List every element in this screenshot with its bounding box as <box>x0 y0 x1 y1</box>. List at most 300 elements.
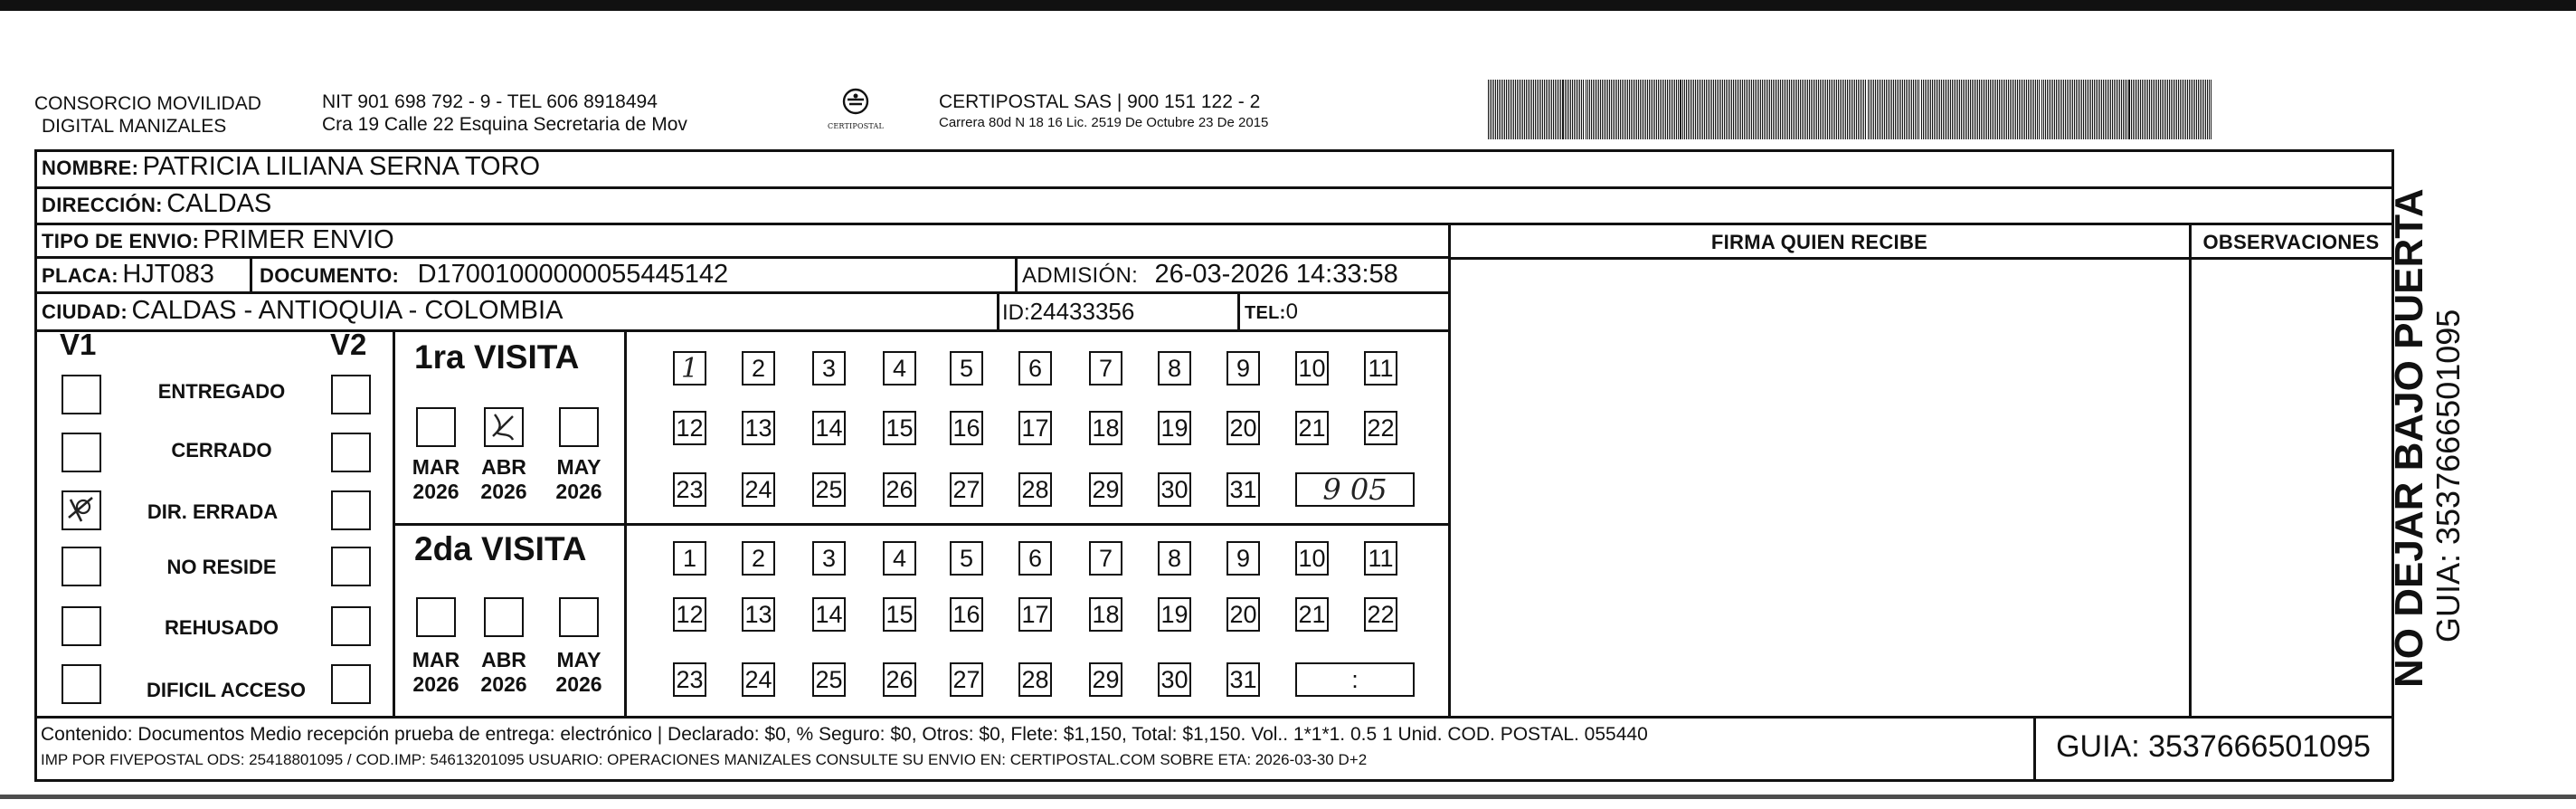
first-visit-day-box[interactable]: 27 <box>950 472 983 507</box>
barcode-bar <box>1542 80 1543 139</box>
carrier-info <box>939 90 1268 133</box>
second-visit-day-box[interactable]: 4 <box>883 541 916 576</box>
barcode-bar <box>1939 80 1940 139</box>
first-visit-day-box[interactable]: 17 <box>1018 411 1052 445</box>
sep-observaciones <box>2189 224 2192 717</box>
barcode-bar <box>1854 80 1855 139</box>
first-visit-day-box[interactable]: 28 <box>1018 472 1052 507</box>
barcode-bar <box>1591 80 1592 139</box>
barcode-bar <box>1811 80 1812 139</box>
barcode-bar <box>2094 80 2095 139</box>
barcode-bar <box>1676 80 1677 139</box>
barcode-bar <box>1771 80 1772 139</box>
barcode-bar <box>2185 80 2186 139</box>
first-visit-day-box[interactable]: 3 <box>812 351 846 385</box>
barcode-bar <box>1607 80 1608 139</box>
barcode-bar <box>1753 80 1754 139</box>
first-visit-day-box[interactable]: 29 <box>1089 472 1122 507</box>
second-visit-day-box[interactable]: 27 <box>950 662 983 697</box>
barcode-bar <box>1596 80 1597 139</box>
company-contact <box>322 90 687 136</box>
first-visit-day-box[interactable]: 21 <box>1295 411 1329 445</box>
barcode-bar <box>1595 80 1596 139</box>
barcode-bar <box>1502 80 1503 139</box>
barcode-bar <box>1524 80 1525 139</box>
barcode-bar <box>1593 80 1594 139</box>
barcode-bar <box>1651 80 1652 139</box>
barcode-bar <box>2207 80 2208 139</box>
barcode-bar <box>2176 80 2177 139</box>
v2-month-may-checkbox[interactable] <box>559 597 599 637</box>
second-visit-day-box[interactable]: 2 <box>742 541 775 576</box>
barcode-bar <box>2180 80 2181 139</box>
nombre-label: NOMBRE: <box>42 157 139 179</box>
v1-month-abr-checkbox[interactable] <box>484 407 524 447</box>
barcode-bar <box>1975 80 1976 139</box>
barcode-bar <box>1780 80 1781 139</box>
barcode-bar <box>1798 80 1799 139</box>
barcode-bar <box>1911 80 1912 139</box>
barcode-bar <box>1747 80 1748 139</box>
first-visit-day-box[interactable]: 30 <box>1158 472 1191 507</box>
v1-header: V1 <box>60 328 97 361</box>
barcode-bar <box>2121 80 2122 139</box>
barcode-bar <box>2174 80 2175 139</box>
second-visit-day-box[interactable]: 13 <box>742 597 775 632</box>
first-visit-day-box[interactable]: 4 <box>883 351 916 385</box>
v2-month-mar-checkbox[interactable] <box>416 597 456 637</box>
barcode-bar <box>2149 80 2150 139</box>
second-visit-day-box[interactable]: 28 <box>1018 662 1052 697</box>
barcode-bar <box>2090 80 2091 139</box>
first-visit-day-box[interactable]: 15 <box>883 411 916 445</box>
barcode-bar <box>1535 80 1536 139</box>
second-visit-day-box[interactable]: 11 <box>1364 541 1397 576</box>
barcode-bar <box>1966 80 1967 139</box>
second-visit-day-box[interactable]: 17 <box>1018 597 1052 632</box>
first-visit-day-box[interactable]: 2 <box>742 351 775 385</box>
barcode-bar <box>1684 80 1685 139</box>
tipo-value: PRIMER ENVIO <box>203 225 394 254</box>
second-visit-day-box[interactable]: 19 <box>1158 597 1191 632</box>
handwritten-day: 1 <box>680 352 699 385</box>
barcode-bar <box>2026 80 2027 139</box>
barcode-bar <box>1674 80 1675 139</box>
barcode-bar <box>1879 80 1880 139</box>
barcode-bar <box>1520 80 1521 139</box>
barcode-bar <box>1829 80 1830 139</box>
barcode-bar <box>1526 80 1527 139</box>
barcode-bar <box>1918 80 1919 139</box>
barcode-bar <box>1895 80 1896 139</box>
barcode-bar <box>1528 80 1529 139</box>
barcode-bar <box>2160 80 2161 139</box>
second-visit-day-box[interactable]: 26 <box>883 662 916 697</box>
barcode-bar <box>2085 80 2086 139</box>
barcode-bar <box>2056 80 2057 139</box>
second-visit-day-box[interactable]: 29 <box>1089 662 1122 697</box>
barcode-bar <box>1767 80 1768 139</box>
barcode-bar <box>2200 80 2201 139</box>
barcode-bar <box>1737 80 1738 139</box>
second-visit-day-box[interactable]: 14 <box>812 597 846 632</box>
barcode-bar <box>1995 80 1996 139</box>
v1-cerrado-checkbox[interactable] <box>62 433 101 472</box>
v1-entregado-checkbox[interactable] <box>62 375 101 414</box>
barcode-bar <box>1906 80 1907 139</box>
address-line: Cra 19 Calle 22 Esquina Secretaria de Mov <box>322 114 687 135</box>
barcode-bar <box>1581 80 1582 139</box>
admision-label: ADMISIÓN: <box>1022 263 1139 288</box>
barcode-bar <box>1882 80 1883 139</box>
barcode-bar <box>1572 80 1573 139</box>
v1-rehusado-checkbox[interactable] <box>62 606 101 646</box>
first-visit-day-box[interactable]: 6 <box>1018 351 1052 385</box>
barcode-bar <box>1782 80 1783 139</box>
second-visit-day-box[interactable]: 9 <box>1226 541 1260 576</box>
barcode-bar <box>1553 80 1554 139</box>
first-visit-day-box[interactable]: 25 <box>812 472 846 507</box>
barcode-bar <box>1577 80 1578 139</box>
barcode-bar <box>1941 80 1942 139</box>
barcode-bar <box>1988 80 1989 139</box>
direccion-value: CALDAS <box>166 189 272 218</box>
barcode-bar <box>1688 80 1689 139</box>
barcode-bar <box>1706 80 1707 139</box>
first-visit-day-box[interactable]: 24 <box>742 472 775 507</box>
barcode-bar <box>1858 80 1859 139</box>
barcode-bar <box>1709 80 1710 139</box>
first-visit-day-box[interactable]: 10 <box>1295 351 1329 385</box>
barcode-bar <box>2028 80 2029 139</box>
barcode-bar <box>1704 80 1705 139</box>
first-visit-day-box[interactable]: 8 <box>1158 351 1191 385</box>
v1-month-may-checkbox[interactable] <box>559 407 599 447</box>
company-line2: DIGITAL MANIZALES <box>42 116 227 137</box>
v2-no-reside-checkbox[interactable] <box>331 547 371 586</box>
barcode-bar <box>2017 80 2018 139</box>
barcode-bar <box>2178 80 2179 139</box>
barcode-bar <box>1959 80 1960 139</box>
barcode-bar <box>1522 80 1523 139</box>
second-visit-day-box[interactable]: 31 <box>1226 662 1260 697</box>
ciudad-label: CIUDAD: <box>42 300 128 323</box>
barcode-bar <box>2078 80 2079 139</box>
barcode-bar <box>2173 80 2174 139</box>
barcode-bar <box>2117 80 2118 139</box>
barcode-bar <box>2052 80 2053 139</box>
placa-label: PLACA: <box>42 264 118 287</box>
barcode-bar <box>1968 80 1969 139</box>
first-visit-day-box[interactable]: 7 <box>1089 351 1122 385</box>
barcode-bar <box>1818 80 1819 139</box>
barcode-bar <box>2105 80 2106 139</box>
second-visit-day-box[interactable]: 3 <box>812 541 846 576</box>
barcode-bar <box>1936 80 1937 139</box>
barcode-bar <box>1937 80 1938 139</box>
v2-dificil-acceso-checkbox[interactable] <box>331 664 371 704</box>
v1-no-reside-checkbox[interactable] <box>62 547 101 586</box>
second-visit-day-box[interactable]: 7 <box>1089 541 1122 576</box>
first-visit-day-box[interactable]: 16 <box>950 411 983 445</box>
barcode-bar <box>2169 80 2170 139</box>
v2-month-abr-checkbox[interactable] <box>484 597 524 637</box>
second-visit-day-box[interactable]: 22 <box>1364 597 1397 632</box>
carrier-line1: CERTIPOSTAL SAS | 900 151 122 - 2 <box>939 91 1261 112</box>
barcode-bar <box>1921 80 1922 139</box>
second-visit-day-box[interactable]: 23 <box>673 662 706 697</box>
barcode-bar <box>2099 80 2100 139</box>
barcode-bar <box>1693 80 1694 139</box>
barcode-bar <box>1589 80 1590 139</box>
barcode-bar <box>2065 80 2066 139</box>
v2-cerrado-checkbox[interactable] <box>331 433 371 472</box>
firma-header: FIRMA QUIEN RECIBE <box>1710 231 1928 253</box>
first-visit-day-box[interactable]: 14 <box>812 411 846 445</box>
barcode-bar <box>1880 80 1881 139</box>
barcode-bar <box>1724 80 1725 139</box>
first-visit-day-box[interactable]: 31 <box>1226 472 1260 507</box>
barcode-bar <box>1495 80 1496 139</box>
barcode-bar <box>2156 80 2157 139</box>
tipo-label: TIPO DE ENVIO: <box>42 230 200 252</box>
barcode-bar <box>2047 80 2048 139</box>
second-visit-day-box[interactable]: 30 <box>1158 662 1191 697</box>
first-visit-day-box[interactable] <box>673 351 706 385</box>
barcode-bar <box>1605 80 1606 139</box>
barcode-bar <box>2030 80 2031 139</box>
second-visit-day-box[interactable]: 16 <box>950 597 983 632</box>
barcode-bar <box>1631 80 1632 139</box>
barcode-bar <box>2119 80 2120 139</box>
barcode-bar <box>1565 80 1566 139</box>
v2-rehusado-checkbox[interactable] <box>331 606 371 646</box>
barcode-bar <box>1574 80 1575 139</box>
barcode-bar <box>2058 80 2059 139</box>
barcode-bar <box>1602 80 1603 139</box>
second-visit-title: 2da VISITA <box>414 530 587 567</box>
status-dificil-acceso: DIFICIL ACCESO <box>146 679 306 701</box>
second-visit-day-box[interactable]: 12 <box>673 597 706 632</box>
barcode-bar <box>2183 80 2184 139</box>
barcode-bar <box>1713 80 1714 139</box>
barcode-bar <box>1925 80 1926 139</box>
barcode-bar <box>1891 80 1892 139</box>
first-visit-day-box[interactable]: 9 <box>1226 351 1260 385</box>
v1-month-may-label: MAY 2026 <box>555 455 602 503</box>
barcode-bar <box>1897 80 1898 139</box>
barcode-bar <box>1834 80 1835 139</box>
first-visit-time-box[interactable] <box>1295 472 1415 507</box>
barcode-bar <box>1649 80 1650 139</box>
barcode-bar <box>1576 80 1577 139</box>
barcode-bar <box>2162 80 2163 139</box>
barcode-bar <box>2144 80 2145 139</box>
first-visit-day-box[interactable]: 18 <box>1089 411 1122 445</box>
barcode-bar <box>1645 80 1646 139</box>
second-visit-day-box[interactable]: 6 <box>1018 541 1052 576</box>
tipo-row <box>42 225 394 255</box>
first-visit-day-box[interactable]: 5 <box>950 351 983 385</box>
first-visit-day-box[interactable]: 12 <box>673 411 706 445</box>
v1-month-mar-checkbox[interactable] <box>416 407 456 447</box>
barcode-bar <box>1604 80 1605 139</box>
barcode-bar <box>1791 80 1792 139</box>
admision-row <box>1022 260 1398 290</box>
id-label: ID: <box>1002 300 1030 325</box>
barcode-bar <box>1740 80 1741 139</box>
scan-top-border <box>0 0 2576 11</box>
barcode-bar <box>1488 80 1489 139</box>
barcode-bar <box>1560 80 1561 139</box>
barcode-bar <box>1722 80 1723 139</box>
barcode-bar <box>1583 80 1584 139</box>
barcode-bar <box>1928 80 1929 139</box>
second-visit-day-box[interactable]: 5 <box>950 541 983 576</box>
barcode-bar <box>2112 80 2113 139</box>
barcode-bar <box>1851 80 1852 139</box>
barcode-bar <box>2110 80 2111 139</box>
barcode-bar <box>1871 80 1872 139</box>
barcode-bar <box>1702 80 1703 139</box>
barcode-bar <box>1695 80 1696 139</box>
barcode-bar <box>1519 80 1520 139</box>
barcode-bar <box>1680 80 1681 139</box>
observaciones-area[interactable] <box>2193 261 2389 713</box>
barcode-bar <box>1620 80 1621 139</box>
first-visit-day-box[interactable]: 26 <box>883 472 916 507</box>
v2-dir-errada-checkbox[interactable] <box>331 490 371 530</box>
barcode-bar <box>2167 80 2168 139</box>
v1-month-abr-label: ABR 2026 <box>480 455 527 503</box>
second-visit-day-box[interactable]: 25 <box>812 662 846 697</box>
firma-area[interactable] <box>1453 261 2185 713</box>
barcode-bar <box>1579 80 1580 139</box>
second-visit-time-box[interactable]: : <box>1295 662 1415 697</box>
barcode-bar <box>1508 80 1509 139</box>
barcode-bar <box>2076 80 2077 139</box>
barcode-bar <box>1847 80 1848 139</box>
v2-month-may-label: MAY 2026 <box>555 648 602 696</box>
barcode-bar <box>1825 80 1826 139</box>
barcode-bar <box>1682 80 1683 139</box>
v1-dir-errada-checkbox[interactable] <box>62 490 101 530</box>
barcode-bar <box>1868 80 1869 139</box>
second-visit-day-box[interactable]: 21 <box>1295 597 1329 632</box>
barcode-bar <box>1900 80 1901 139</box>
barcode-bar <box>1627 80 1628 139</box>
first-visit-day-box[interactable]: 22 <box>1364 411 1397 445</box>
status-rehusado: REHUSADO <box>165 616 279 639</box>
status-cerrado: CERRADO <box>171 439 272 462</box>
barcode-bar <box>1992 80 1993 139</box>
barcode <box>1488 80 2216 141</box>
barcode-bar <box>1981 80 1982 139</box>
barcode-bar <box>1506 80 1507 139</box>
second-visit-day-box[interactable]: 24 <box>742 662 775 697</box>
barcode-bar <box>2092 80 2093 139</box>
barcode-bar <box>1889 80 1890 139</box>
handwritten-mark-icon <box>486 409 522 445</box>
barcode-bar <box>1660 80 1661 139</box>
footer-print-info: IMP POR FIVEPOSTAL ODS: 25418801095 / COD.IMP: 54613201095 USUARIO: OPERACIONES MANIZALES CONSULTE SU ENVIO EN: CERTIPOSTAL.COM SOBRE ETA: 2026-03-30 D+2 <box>41 751 1368 768</box>
barcode-bar <box>2140 80 2141 139</box>
barcode-bar <box>1843 80 1844 139</box>
barcode-bar <box>2153 80 2154 139</box>
v2-month-abr-label: ABR 2026 <box>480 648 527 696</box>
second-visit-day-box[interactable]: 15 <box>883 597 916 632</box>
first-visit-day-box[interactable]: 11 <box>1364 351 1397 385</box>
barcode-bar <box>1744 80 1745 139</box>
barcode-bar <box>1840 80 1841 139</box>
certipostal-logo <box>812 87 899 139</box>
barcode-bar <box>1568 80 1569 139</box>
barcode-bar <box>1822 80 1823 139</box>
barcode-bar <box>2087 80 2088 139</box>
second-visit-day-box[interactable]: 8 <box>1158 541 1191 576</box>
barcode-bar <box>2145 80 2146 139</box>
barcode-bar <box>1700 80 1701 139</box>
barcode-bar <box>1729 80 1730 139</box>
v2-entregado-checkbox[interactable] <box>331 375 371 414</box>
id-value: 24433356 <box>1029 298 1135 325</box>
company-name <box>34 92 261 138</box>
nombre-value: PATRICIA LILIANA SERNA TORO <box>142 152 541 181</box>
first-visit-day-box[interactable]: 13 <box>742 411 775 445</box>
barcode-bar <box>1934 80 1935 139</box>
first-visit-day-box[interactable]: 19 <box>1158 411 1191 445</box>
second-visit-day-box[interactable]: 1 <box>673 541 706 576</box>
side-guia: GUIA: 3537666501095 <box>2429 309 2467 642</box>
barcode-bar <box>1977 80 1978 139</box>
first-visit-day-box[interactable]: 23 <box>673 472 706 507</box>
barcode-bar <box>1800 80 1801 139</box>
barcode-bar <box>1852 80 1853 139</box>
barcode-bar <box>1549 80 1550 139</box>
barcode-bar <box>2187 80 2188 139</box>
barcode-bar <box>1731 80 1732 139</box>
barcode-bar <box>1742 80 1743 139</box>
second-visit-day-box[interactable]: 18 <box>1089 597 1122 632</box>
v1-dificil-acceso-checkbox[interactable] <box>62 664 101 704</box>
barcode-bar <box>1849 80 1850 139</box>
barcode-bar <box>1570 80 1571 139</box>
barcode-bar <box>1972 80 1973 139</box>
barcode-bar <box>1672 80 1673 139</box>
barcode-bar <box>1986 80 1987 139</box>
barcode-bar <box>1671 80 1672 139</box>
barcode-bar <box>1537 80 1538 139</box>
barcode-bar <box>1638 80 1639 139</box>
first-visit-day-box[interactable]: 20 <box>1226 411 1260 445</box>
barcode-bar <box>2063 80 2064 139</box>
barcode-bar <box>1802 80 1803 139</box>
barcode-bar <box>1983 80 1984 139</box>
barcode-bar <box>2142 80 2143 139</box>
sep-tel <box>1237 292 1240 330</box>
second-visit-day-box[interactable]: 10 <box>1295 541 1329 576</box>
barcode-bar <box>1823 80 1824 139</box>
barcode-bar <box>1952 80 1953 139</box>
barcode-bar <box>1758 80 1759 139</box>
second-visit-day-box[interactable]: 20 <box>1226 597 1260 632</box>
barcode-bar <box>1785 80 1786 139</box>
barcode-bar <box>1860 80 1861 139</box>
barcode-bar <box>1762 80 1763 139</box>
barcode-bar <box>2158 80 2159 139</box>
footer-guia: GUIA: 3537666501095 <box>2056 729 2371 764</box>
barcode-bar <box>1625 80 1626 139</box>
